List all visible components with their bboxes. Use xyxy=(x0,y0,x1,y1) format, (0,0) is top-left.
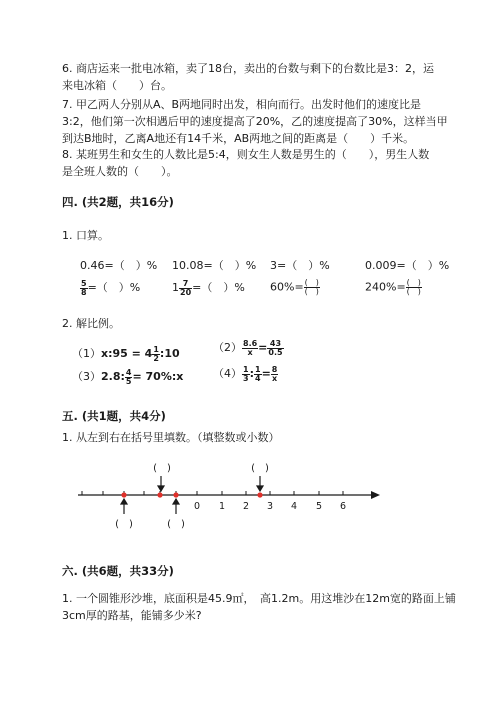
point-c xyxy=(173,492,178,497)
fraction: $\frac{5}{8}$ xyxy=(81,278,87,297)
calc-7: 60%= $\frac{( )}{( )}$ xyxy=(270,278,319,296)
point-a xyxy=(121,492,126,497)
question-6-1-line-2: 3cm厚的路基，能铺多少米? xyxy=(62,609,202,622)
calc-5: $\frac{5}{8}$ =（ ）% xyxy=(81,278,141,297)
point-d xyxy=(257,492,262,497)
point-b xyxy=(157,492,162,497)
proportion-4: （4） $\frac{1}{3}$ : $\frac{1}{4}$ = $\frac{8}{x}$ xyxy=(213,364,278,383)
calc-2: 10.08=（ ）% xyxy=(172,259,257,272)
section-6-heading: 六. (共6题，共33分) xyxy=(62,564,174,578)
calc-8: 240%= $\frac{( )}{( )}$ xyxy=(365,278,421,296)
question-7-line-2: 3:2，他们第一次相遇后甲的速度提高了20%，乙的速度提高了30%，这样当甲 xyxy=(62,115,448,128)
tick-label-1: 1 xyxy=(218,501,226,512)
calc-6: 1 $\frac{7}{20}$ =（ ）% xyxy=(172,278,245,297)
tick-label-6: 6 xyxy=(339,501,347,512)
section-5-heading: 五. (共1题，共4分) xyxy=(62,409,166,423)
blank-a: ( ) xyxy=(115,519,133,530)
proportion-1: （1）x:95 = 4 $\frac{1}{2}$ :10 xyxy=(72,344,180,363)
fraction: $\frac{( )}{( )}$ xyxy=(304,278,319,296)
number-line-arrowhead xyxy=(371,491,380,499)
calc-4: 0.009=（ ）% xyxy=(365,259,450,272)
section-5-sub1: 1. 从左到右在括号里填数。（填整数或小数） xyxy=(62,431,280,444)
arrow-down-d-head xyxy=(257,486,263,491)
question-8-line-1: 8. 某班男生和女生的人数比是5:4，则女生人数是男生的（ ），男生人数 xyxy=(62,148,430,161)
proportion-2: （2） $\frac{8.6}{x}$ = $\frac{43}{0.5}$ xyxy=(213,338,283,357)
question-6-line-1: 6. 商店运来一批电冰箱，卖了18台，卖出的台数与剩下的台数比是3：2，运 xyxy=(62,62,434,75)
blank-d: ( ) xyxy=(251,463,269,474)
question-7-line-3: 到达B地时，乙离A地还有14千米，AB两地之间的距离是（ ）千米。 xyxy=(62,132,415,145)
tick-label-0: 0 xyxy=(193,501,201,512)
tick-label-3: 3 xyxy=(266,501,274,512)
question-8-line-2: 是全班人数的（ ）。 xyxy=(62,165,178,178)
arrow-up-a-head xyxy=(121,499,127,504)
fraction: $\frac{7}{20}$ xyxy=(180,278,192,297)
section-4-sub2: 2. 解比例。 xyxy=(62,317,120,330)
blank-c: ( ) xyxy=(167,519,185,530)
tick-label-5: 5 xyxy=(315,501,323,512)
question-7-line-1: 7. 甲乙两人分别从A、B两地同时出发，相向而行。出发时他们的速度比是 xyxy=(62,98,422,111)
section-4-heading: 四. (共2题，共16分) xyxy=(62,195,174,209)
arrow-up-c-head xyxy=(173,499,179,504)
calc-1: 0.46=（ ）% xyxy=(80,259,158,272)
question-6-line-2: 来电冰箱（ ）台。 xyxy=(62,79,172,92)
arrow-down-b-head xyxy=(158,486,164,491)
proportion-3: （3）2.8: $\frac{4}{5}$ = 70%:x xyxy=(72,367,184,386)
section-4-sub1: 1. 口算。 xyxy=(62,229,109,242)
calc-3: 3=（ ）% xyxy=(270,259,330,272)
question-6-1-line-1: 1. 一个圆锥形沙堆，底面积是45.9㎡， 高1.2m。用这堆沙在12m宽的路面上铺 xyxy=(62,592,456,605)
tick-label-2: 2 xyxy=(242,501,250,512)
tick-label-4: 4 xyxy=(290,501,298,512)
fraction: $\frac{( )}{( )}$ xyxy=(406,278,421,296)
blank-b: ( ) xyxy=(153,463,171,474)
